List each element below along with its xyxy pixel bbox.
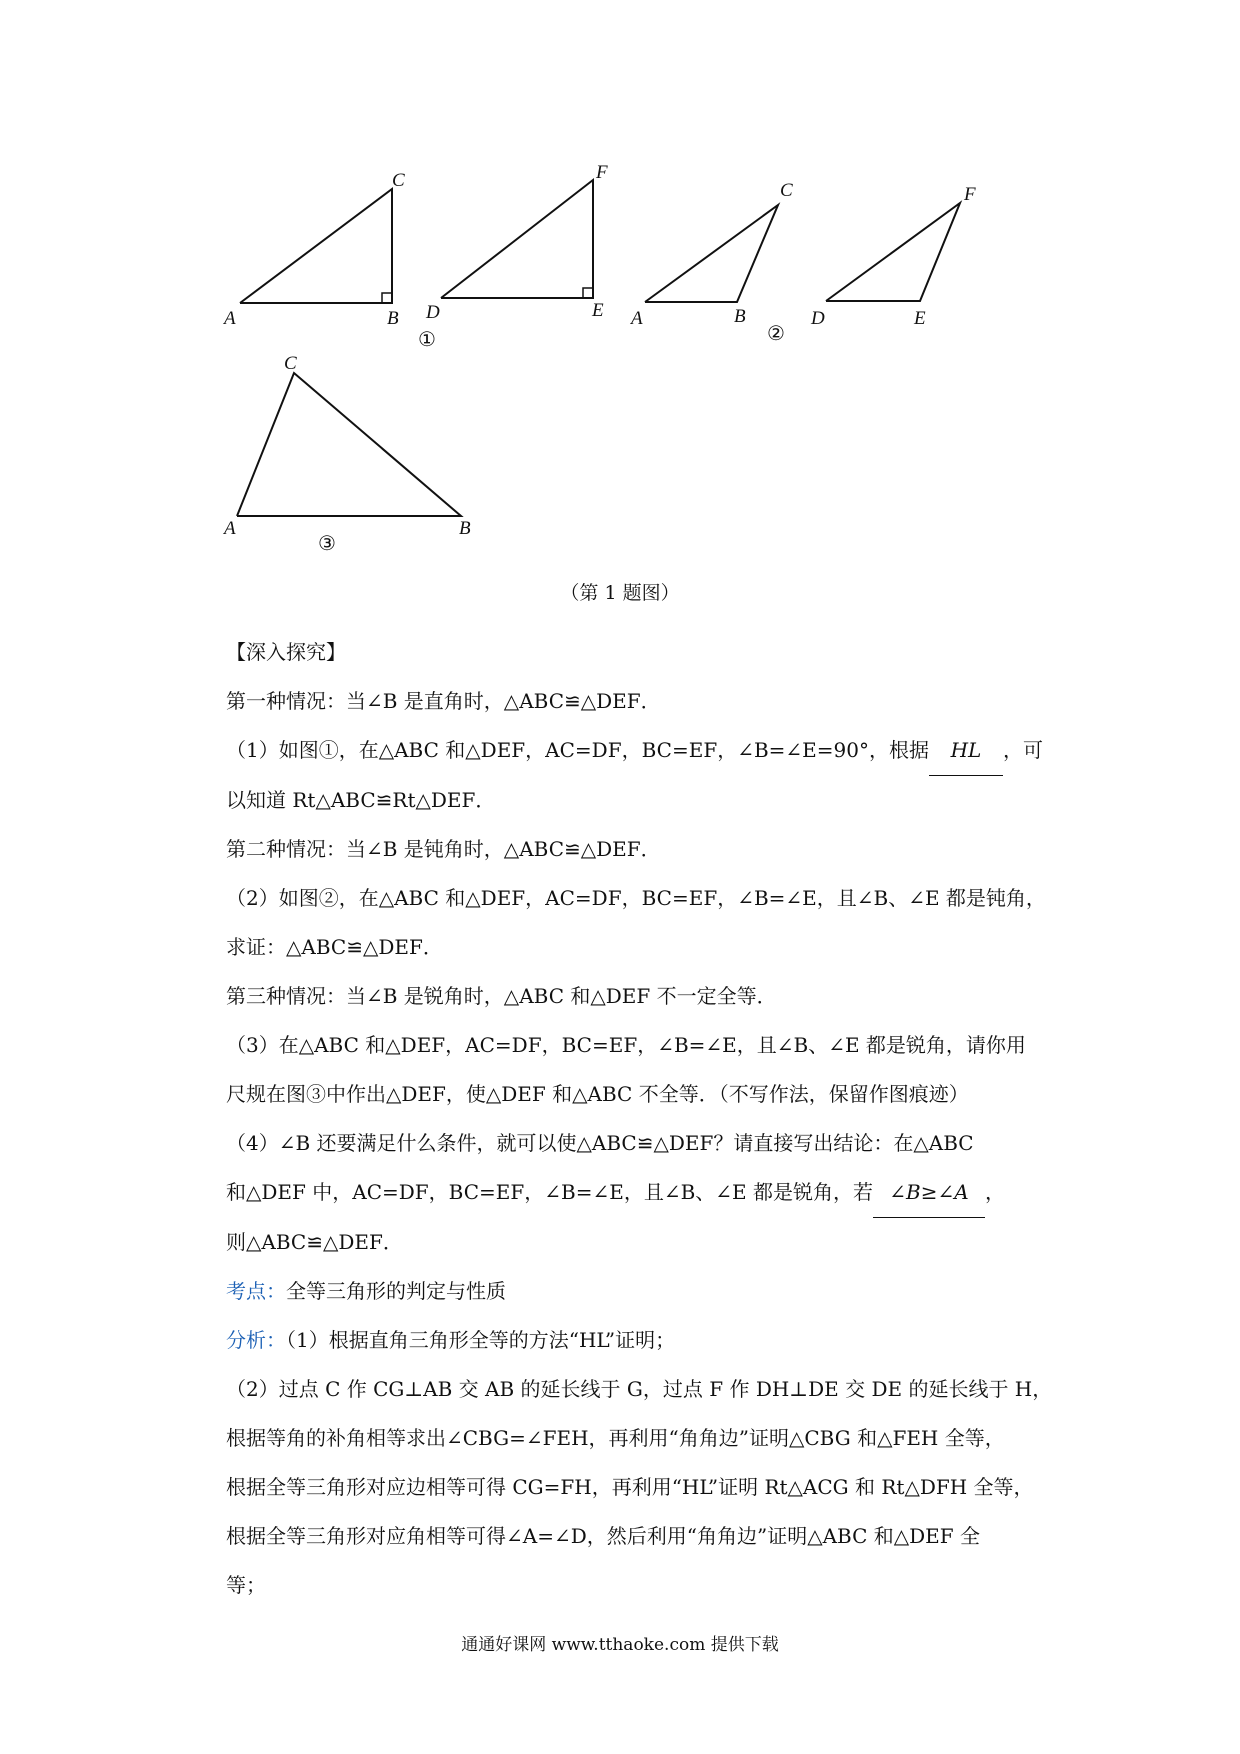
q1-text-before: （1）如图①，在△ABC 和△DEF，AC=DF，BC=EF，∠B=∠E=90°，根据 (226, 738, 929, 762)
fenxi-line5: 根据全等三角形对应角相等可得∠A=∠D，然后利用“角角边”证明△ABC 和△DEF 全 (226, 1524, 981, 1548)
fig3-label-b: B (459, 518, 471, 539)
section-heading: 【深入探究】 (226, 640, 346, 664)
fig1-right-angle-e (583, 288, 593, 298)
fig2-triangle-abc (645, 205, 778, 302)
fig3-label-c: C (284, 353, 297, 374)
fig2-label-d: D (811, 308, 825, 329)
kaodian-text: 全等三角形的判定与性质 (286, 1279, 506, 1303)
q3-line1: （3）在△ABC 和△DEF，AC=DF，BC=EF，∠B=∠E，且∠B、∠E 都是锐角，请你用 (226, 1033, 1026, 1057)
fig2-label-b: B (734, 306, 746, 327)
q4-answer-blank: ∠B≥∠A (873, 1168, 985, 1218)
fig2-triangle-def (826, 203, 960, 301)
kaodian-label: 考点： (226, 1279, 286, 1303)
q3-line2: 尺规在图③中作出△DEF，使△DEF 和△ABC 不全等．（不写作法，保留作图痕迹） (226, 1082, 969, 1106)
fig1-label-d: D (426, 302, 440, 323)
fenxi-line6: 等； (226, 1573, 266, 1597)
fig1-label-f: F (596, 162, 608, 183)
fenxi-line4: 根据全等三角形对应边相等可得 CG=FH，再利用“HL”证明 Rt△ACG 和 Rt△DFH 全等， (226, 1475, 1034, 1499)
q4-text-before: 和△DEF 中，AC=DF，BC=EF，∠B=∠E，且∠B、∠E 都是锐角，若 (226, 1180, 874, 1204)
q1-line1 (226, 726, 1056, 776)
fenxi-label: 分析： (226, 1328, 286, 1352)
fenxi-line2: （2）过点 C 作 CG⊥AB 交 AB 的延长线于 G，过点 F 作 DH⊥DE 交 DE 的延长线于 H， (226, 1377, 1053, 1401)
fig1-number: ① (418, 329, 436, 351)
fenxi-line1 (226, 1316, 1056, 1365)
fenxi-text1: （1）根据直角三角形全等的方法“HL”证明； (286, 1328, 676, 1352)
problem-text (226, 628, 1056, 1610)
figure-caption: （第 1 题图） (560, 582, 680, 604)
q1-line2: 以知道 Rt△ABC≌Rt△DEF． (226, 788, 496, 812)
fig1-label-c: C (392, 170, 405, 191)
case1-text: 第一种情况：当∠B 是直角时，△ABC≌△DEF． (226, 689, 661, 713)
fig1-triangle-def (441, 180, 593, 298)
q2-line1: （2）如图②，在△ABC 和△DEF，AC=DF，BC=EF，∠B=∠E，且∠B、∠E 都是钝角， (226, 886, 1046, 910)
case2-text: 第二种情况：当∠B 是钝角时，△ABC≌△DEF． (226, 837, 661, 861)
case3-text: 第三种情况：当∠B 是锐角时，△ABC 和△DEF 不一定全等． (226, 984, 777, 1008)
fig3-triangle-abc (237, 373, 461, 516)
page-footer: 通通好课网 www.tthaoke.com 提供下载 (461, 1635, 779, 1655)
fig1-label-a: A (224, 308, 236, 329)
fig2-label-c: C (780, 180, 793, 201)
fig1-label-b: B (387, 308, 399, 329)
fig1-right-angle-b (382, 293, 392, 303)
q1-answer-blank: HL (929, 726, 1003, 776)
q4-line3: 则△ABC≌△DEF． (226, 1230, 403, 1254)
fig2-label-a: A (631, 308, 643, 329)
kaodian-line (226, 1267, 1056, 1316)
q4-text-after: ， (985, 1180, 1006, 1204)
fig1-triangle-abc (240, 189, 392, 303)
fig2-label-e: E (914, 308, 926, 329)
fenxi-line3: 根据等角的补角相等求出∠CBG=∠FEH，再利用“角角边”证明△CBG 和△FEH 全等， (226, 1426, 1005, 1450)
fig2-number: ② (767, 323, 785, 345)
q4-line1: （4）∠B 还要满足什么条件，就可以使△ABC≌△DEF？请直接写出结论：在△ABC (226, 1131, 974, 1155)
fig1-label-e: E (592, 300, 604, 321)
q2-line2: 求证：△ABC≌△DEF． (226, 935, 443, 959)
fig2-label-f: F (964, 184, 976, 205)
q4-line2 (226, 1168, 1056, 1218)
fig3-label-a: A (224, 518, 236, 539)
figures-area (0, 0, 1240, 560)
fig3-number: ③ (318, 533, 336, 555)
q1-text-after: ，可 (1002, 738, 1043, 762)
